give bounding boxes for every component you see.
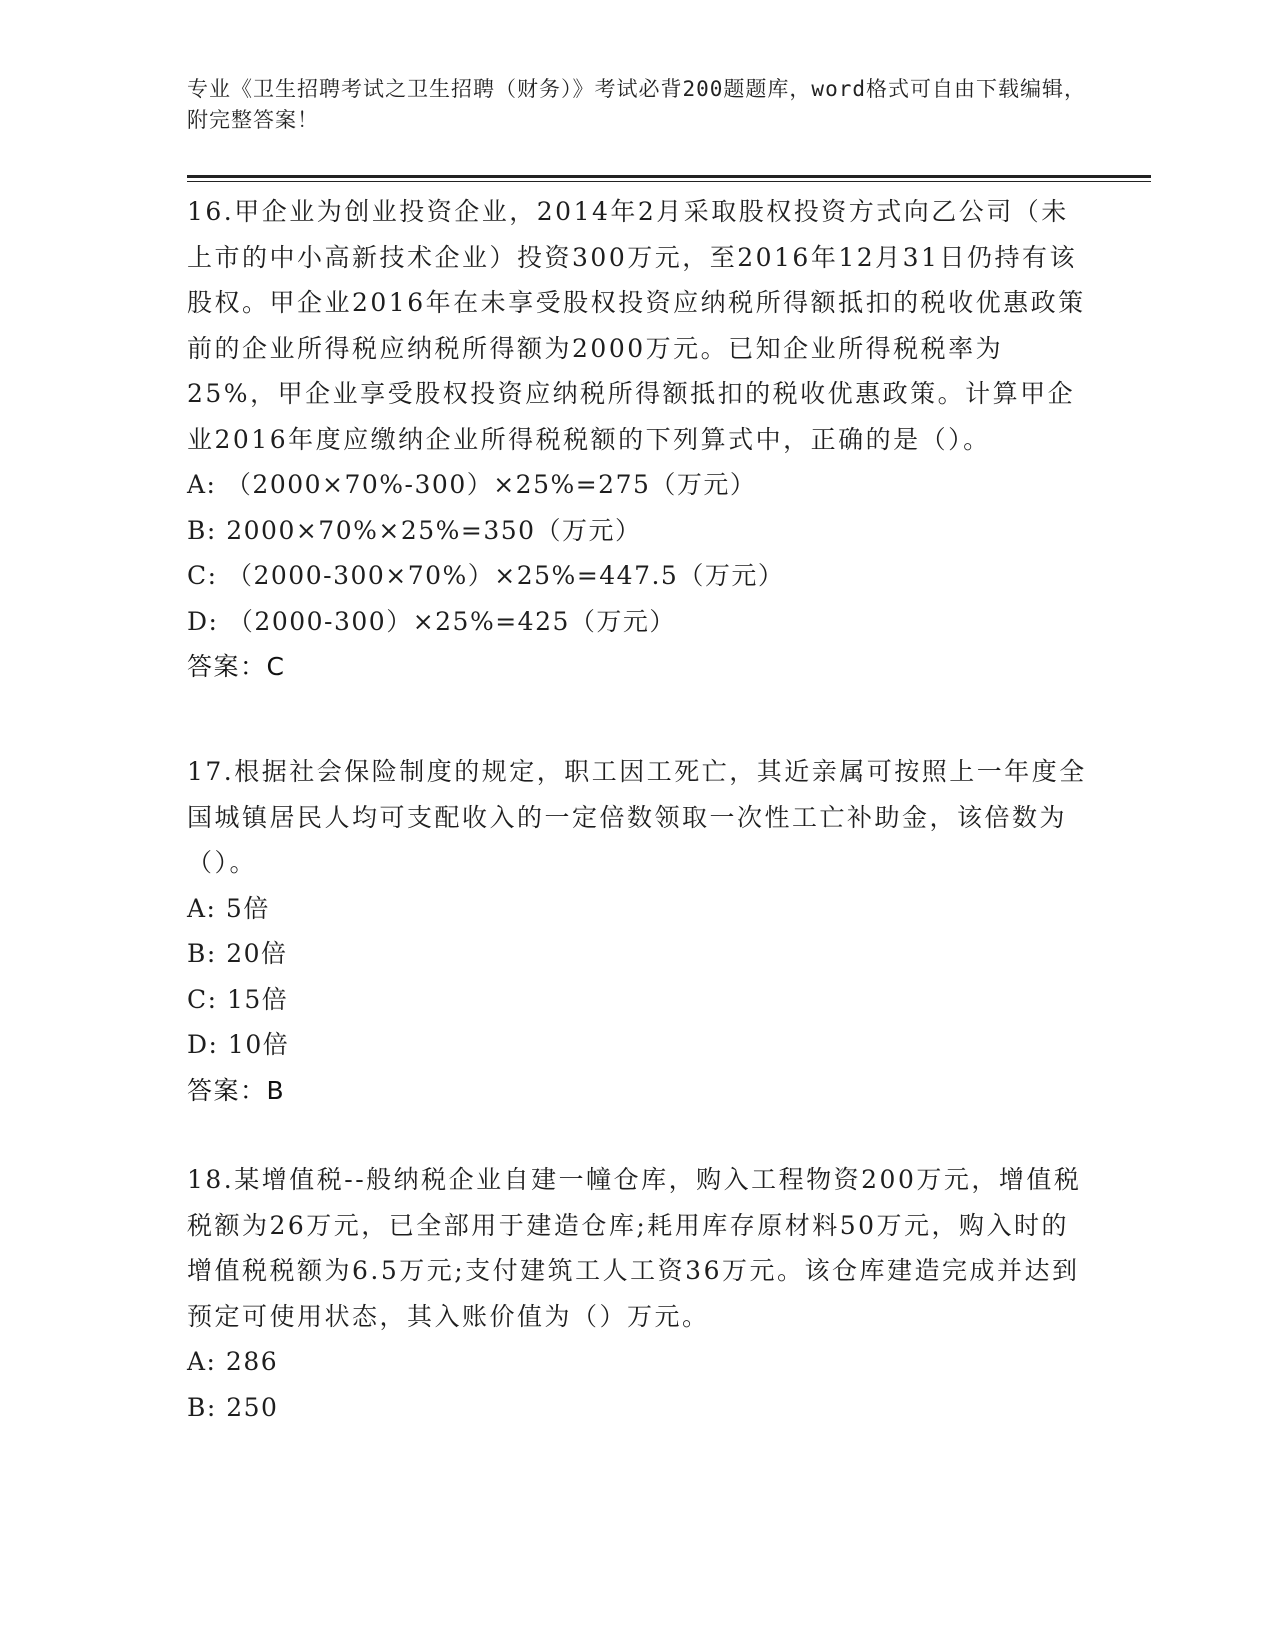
option-c: C: （2000-300×70%）×25%=447.5（万元） [187, 561, 785, 590]
question-16 [187, 189, 1087, 690]
option-b: B: 2000×70%×25%=350（万元） [187, 515, 642, 545]
option-c: C: 15倍 [187, 984, 289, 1014]
option-d: D: 10倍 [187, 1030, 290, 1059]
header-divider-thick [187, 175, 1151, 178]
answer: 答案：B [187, 1075, 286, 1105]
header-divider-thin [187, 181, 1151, 182]
option-b: B: 250 [187, 1392, 279, 1422]
option-a: A: （2000×70%-300）×25%=275（万元） [187, 470, 757, 499]
question-stem: 17.根据社会保险制度的规定，职工因工死亡，其近亲属可按照上一年度全国城镇居民人均可支配收入的一定倍数领取一次性工亡补助金，该倍数为（）。 [187, 757, 1087, 877]
document-header: 专业《卫生招聘考试之卫生招聘（财务）》考试必背200题题库，word格式可自由下载编辑，附完整答案！ [187, 77, 1086, 132]
answer: 答案：C [187, 652, 286, 681]
option-a: A: 286 [187, 1347, 279, 1376]
question-17 [187, 749, 1087, 1113]
option-d: D: （2000-300）×25%=425（万元） [187, 606, 676, 636]
question-stem: 16.甲企业为创业投资企业，2014年2月采取股权投资方式向乙公司（未上市的中小高新技术企业）投资300万元，至2016年12月31日仍持有该股权。甲企业2016年在未享受股权投资应纳税所得额抵扣的税收优惠政策前的企业所得税应纳税所得额为2000万元。已知企业所得税税率为25%，甲企业享受股权投资应纳税所得额抵扣的税收优惠政策。计算甲企业2016年度应缴纳企业所得税税额的下列算式中，正确的是（）。 [187, 197, 1086, 454]
question-18 [187, 1157, 1087, 1430]
question-stem: 18.某增值税--般纳税企业自建一幢仓库，购入工程物资200万元，增值税税额为26万元，已全部用于建造仓库;耗用库存原材料50万元，购入时的增值税税额为6.5万元;支付建筑工人工资36万元。该仓库建造完成并达到预定可使用状态，其入账价值为（）万元。 [187, 1165, 1082, 1331]
option-b: B: 20倍 [187, 939, 288, 968]
option-a: A: 5倍 [187, 893, 270, 923]
